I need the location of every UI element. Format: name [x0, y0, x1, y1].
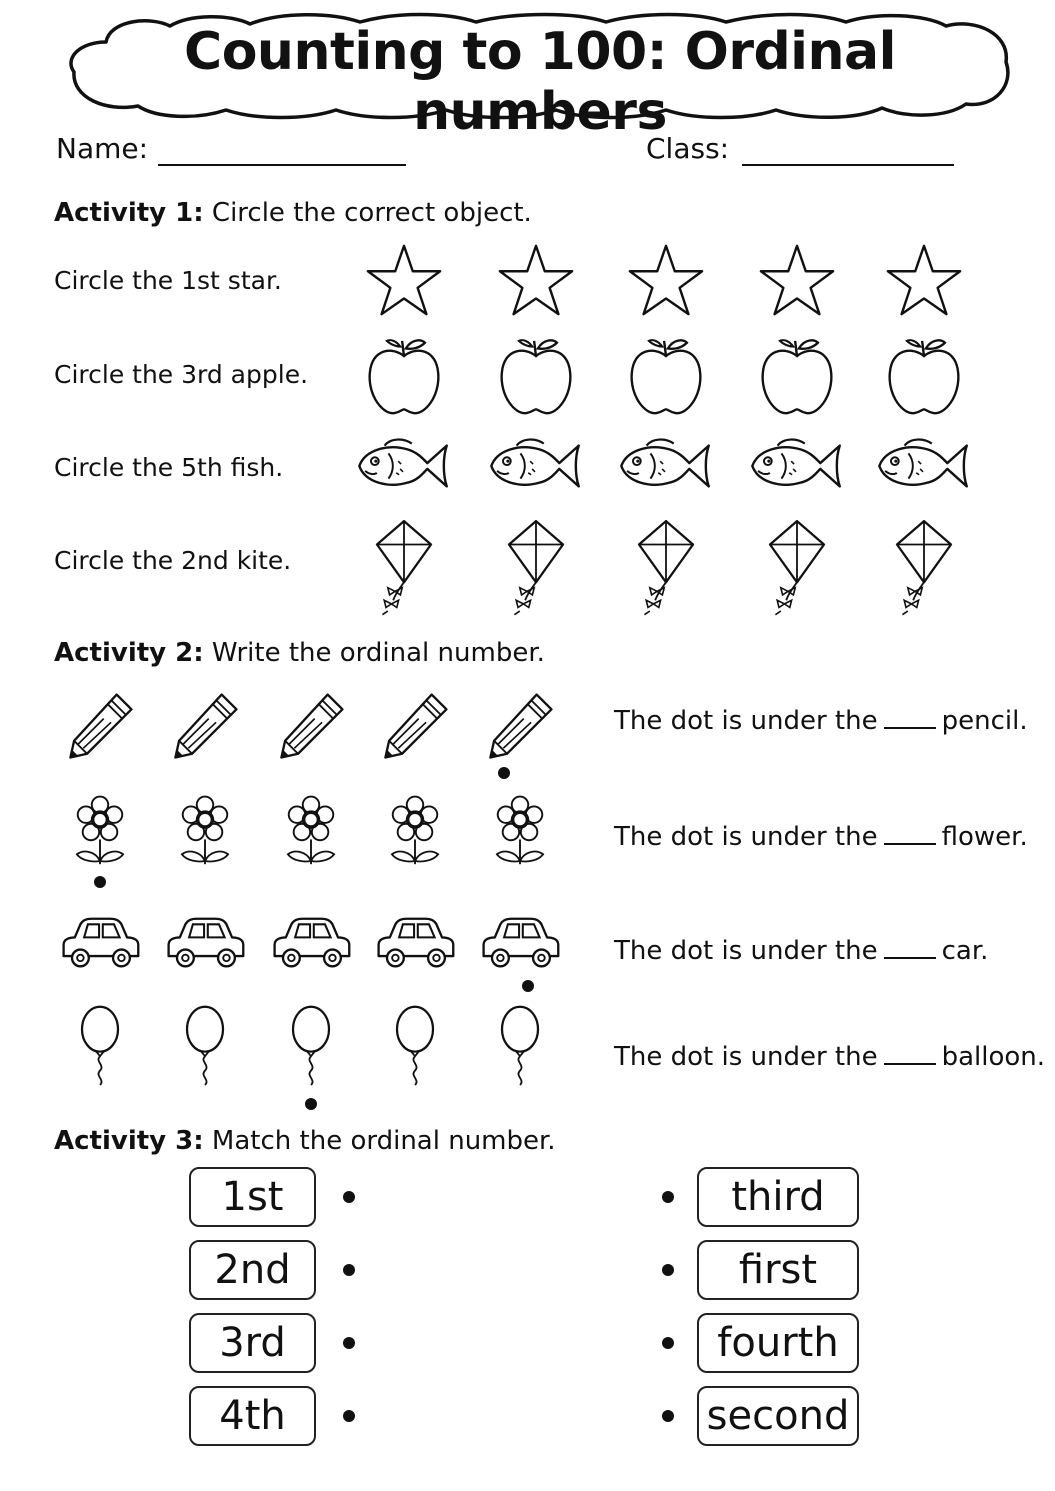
- apple-icon[interactable]: [498, 333, 574, 419]
- balloon-icon[interactable]: [178, 1004, 232, 1094]
- balloon-icon[interactable]: [493, 1004, 547, 1094]
- activity2-sentence-4: [614, 1042, 1045, 1072]
- car-icon[interactable]: [163, 912, 247, 974]
- balloon-icon[interactable]: [73, 1004, 127, 1094]
- flower-icon[interactable]: [487, 794, 553, 870]
- activity1-instruction: Circle the correct object.: [211, 198, 532, 228]
- car-icon[interactable]: [58, 912, 142, 974]
- sentence-prefix: The dot is under the: [614, 822, 878, 852]
- activity2-sentence-3: [614, 936, 988, 966]
- fish-icon[interactable]: [487, 432, 585, 500]
- activity1-heading: Activity 1:: [54, 198, 204, 228]
- activity2-instruction: Write the ordinal number.: [211, 638, 545, 668]
- pencil-icon[interactable]: [378, 688, 452, 764]
- fish-icon[interactable]: [355, 432, 453, 500]
- sentence-prefix: The dot is under the: [614, 936, 878, 966]
- flower-icon[interactable]: [382, 794, 448, 870]
- apple-icon[interactable]: [628, 333, 704, 419]
- match-right-4[interactable]: second: [697, 1386, 859, 1446]
- position-dot: [305, 1098, 317, 1110]
- sentence-prefix: The dot is under the: [614, 706, 878, 736]
- answer-blank[interactable]: [884, 823, 936, 845]
- position-dot: [498, 767, 510, 779]
- match-right-2[interactable]: first: [697, 1240, 859, 1300]
- car-icon[interactable]: [269, 912, 353, 974]
- match-dot-left-2[interactable]: [343, 1264, 355, 1276]
- sentence-object: car.: [941, 936, 989, 966]
- match-left-3[interactable]: 3rd: [189, 1313, 316, 1373]
- match-dot-left-1[interactable]: [343, 1191, 355, 1203]
- balloon-icon[interactable]: [388, 1004, 442, 1094]
- pencil-icon[interactable]: [483, 688, 557, 764]
- sentence-object: flower.: [941, 822, 1028, 852]
- kite-icon[interactable]: [368, 514, 440, 620]
- kite-icon[interactable]: [888, 514, 960, 620]
- fish-icon[interactable]: [617, 432, 715, 500]
- fish-icon[interactable]: [875, 432, 973, 500]
- car-icon[interactable]: [478, 912, 562, 974]
- class-label: Class:: [646, 132, 730, 165]
- match-dot-right-2[interactable]: [662, 1264, 674, 1276]
- match-dot-right-4[interactable]: [662, 1410, 674, 1422]
- match-left-2[interactable]: 2nd: [189, 1240, 316, 1300]
- activity3-instruction: Match the ordinal number.: [211, 1126, 556, 1156]
- match-dot-left-4[interactable]: [343, 1410, 355, 1422]
- activity1-prompt-4: Circle the 2nd kite.: [54, 546, 292, 575]
- fish-icon[interactable]: [748, 432, 846, 500]
- flower-icon[interactable]: [278, 794, 344, 870]
- pencil-icon[interactable]: [274, 688, 348, 764]
- star-icon[interactable]: [496, 242, 576, 320]
- pencil-icon[interactable]: [63, 688, 137, 764]
- activity2-heading: Activity 2:: [54, 638, 204, 668]
- answer-blank[interactable]: [884, 1043, 936, 1065]
- name-label: Name:: [56, 132, 149, 165]
- match-dot-left-3[interactable]: [343, 1337, 355, 1349]
- match-right-1[interactable]: third: [697, 1167, 859, 1227]
- apple-icon[interactable]: [366, 333, 442, 419]
- match-dot-right-1[interactable]: [662, 1191, 674, 1203]
- star-icon[interactable]: [884, 242, 964, 320]
- activity1-prompt-1: Circle the 1st star.: [54, 266, 282, 295]
- star-icon[interactable]: [626, 242, 706, 320]
- apple-icon[interactable]: [759, 333, 835, 419]
- apple-icon[interactable]: [886, 333, 962, 419]
- activity1-prompt-3: Circle the 5th fish.: [54, 453, 284, 482]
- activity3-heading: Activity 3:: [54, 1126, 204, 1156]
- position-dot: [522, 980, 534, 992]
- sentence-object: balloon.: [941, 1042, 1046, 1072]
- kite-icon[interactable]: [500, 514, 572, 620]
- flower-icon[interactable]: [67, 794, 133, 870]
- balloon-icon[interactable]: [284, 1004, 338, 1094]
- kite-icon[interactable]: [630, 514, 702, 620]
- match-left-1[interactable]: 1st: [189, 1167, 316, 1227]
- activity3-header: [54, 1126, 556, 1156]
- match-right-3[interactable]: fourth: [697, 1313, 859, 1373]
- flower-icon[interactable]: [172, 794, 238, 870]
- name-input-line[interactable]: [158, 164, 406, 166]
- position-dot: [94, 876, 106, 888]
- activity2-header: [54, 638, 545, 668]
- star-icon[interactable]: [757, 242, 837, 320]
- car-icon[interactable]: [373, 912, 457, 974]
- answer-blank[interactable]: [884, 707, 936, 729]
- activity2-sentence-1: [614, 706, 1028, 736]
- sentence-prefix: The dot is under the: [614, 1042, 878, 1072]
- page-title: Counting to 100: Ordinal numbers: [184, 22, 896, 142]
- kite-icon[interactable]: [761, 514, 833, 620]
- class-input-line[interactable]: [742, 164, 954, 166]
- match-left-4[interactable]: 4th: [189, 1386, 316, 1446]
- sentence-object: pencil.: [941, 706, 1028, 736]
- star-icon[interactable]: [364, 242, 444, 320]
- pencil-icon[interactable]: [168, 688, 242, 764]
- answer-blank[interactable]: [884, 937, 936, 959]
- activity1-prompt-2: Circle the 3rd apple.: [54, 360, 309, 389]
- activity1-header: [54, 198, 532, 228]
- activity2-sentence-2: [614, 822, 1028, 852]
- match-dot-right-3[interactable]: [662, 1337, 674, 1349]
